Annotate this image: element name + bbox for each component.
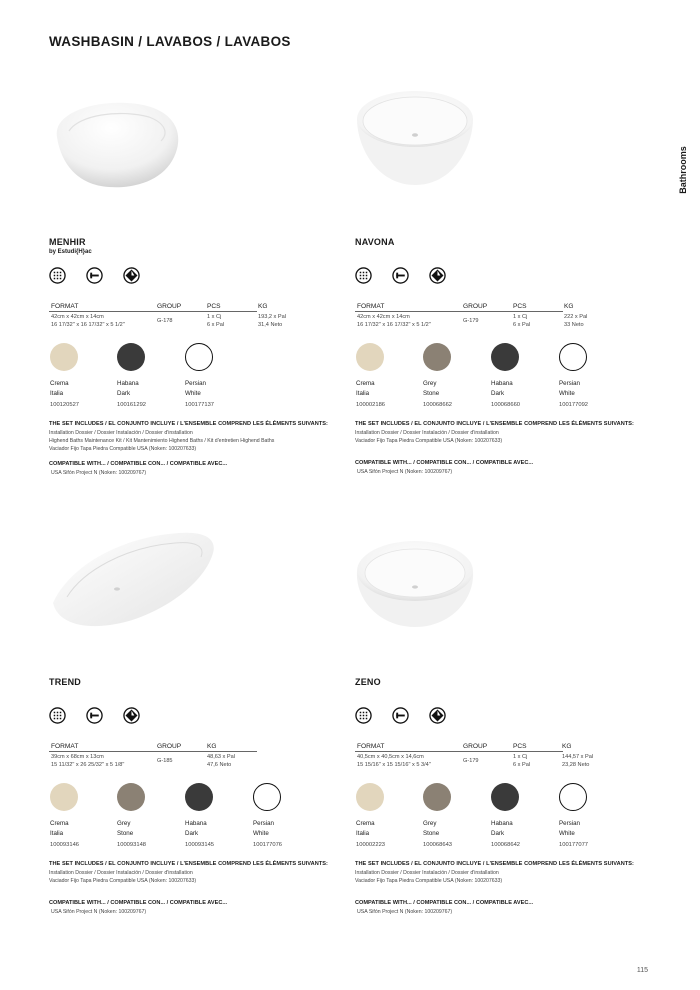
- page-number: 115: [636, 967, 648, 974]
- finish-label: Crema Italia: [356, 820, 375, 837]
- compatible-item: USA Sifón Project N (Noken: 100209767): [51, 909, 147, 915]
- kg-header: KG: [562, 743, 572, 750]
- kg-header: KG: [258, 303, 268, 310]
- kg-value: 48,63 x Pal 47,6 Neto: [207, 754, 235, 768]
- pcs-value: 1 x Cj 6 x Pal: [513, 314, 531, 328]
- swatch-persian-white: [185, 343, 213, 371]
- finish-label: Crema Italia: [356, 380, 375, 397]
- swatch-grey-stone: [117, 783, 145, 811]
- finish-code: 100068662: [423, 402, 453, 408]
- compatible-title: COMPATIBLE WITH... / COMPATIBLE CON... / COMPATIBLE AVEC...: [49, 461, 228, 467]
- group-header: GROUP: [157, 303, 182, 310]
- pcs-header: PCS: [513, 303, 527, 310]
- faucet-icon: [392, 267, 409, 284]
- format-header: FORMAT: [51, 303, 79, 310]
- includes-title: THE SET INCLUDES / EL CONJUNTO INCLUYE / L'ENSEMBLE COMPREND LES ÉLÉMENTS SUIVANTS:: [355, 421, 634, 427]
- kg-header: KG: [564, 303, 574, 310]
- group-value: G-185: [157, 758, 173, 764]
- group-value: G-178: [157, 318, 173, 324]
- includes-item: Highend Baths Maintenance Kit / Kit Mantenimiento Highend Baths / Kit d'entretien Highend Baths: [49, 438, 275, 444]
- group-value: G-179: [463, 318, 479, 324]
- swatch-persian-white: [559, 783, 587, 811]
- includes-title: THE SET INCLUDES / EL CONJUNTO INCLUYE / L'ENSEMBLE COMPREND LES ÉLÉMENTS SUIVANTS:: [49, 421, 328, 427]
- diamond-icon: [123, 267, 140, 284]
- swatch-habana-dark: [491, 343, 519, 371]
- page-title: WASHBASIN / LAVABOS / LAVABOS: [49, 34, 291, 49]
- compatible-item: USA Sifón Project N (Noken: 100209767): [357, 469, 453, 475]
- finish-code: 100002186: [356, 402, 386, 408]
- compatible-title: COMPATIBLE WITH... / COMPATIBLE CON... / COMPATIBLE AVEC...: [49, 900, 228, 906]
- pcs-value: 1 x Cj 6 x Pal: [207, 314, 225, 328]
- finish-code: 100093146: [50, 842, 80, 848]
- compatible-item: USA Sifón Project N (Noken: 100209767): [51, 470, 147, 476]
- product-designer: by Estudi{H}ac: [49, 249, 92, 255]
- finish-code: 100093145: [185, 842, 215, 848]
- swatch-grey-stone: [423, 783, 451, 811]
- diamond-icon: [123, 707, 140, 724]
- finish-label: Persian White: [559, 380, 580, 397]
- finish-code: 100068660: [491, 402, 521, 408]
- finish-label: Habana Dark: [185, 820, 207, 837]
- kg-value: 222 x Pal 33 Neto: [564, 314, 588, 328]
- format-header: FORMAT: [357, 743, 385, 750]
- kg-header: KG: [207, 743, 217, 750]
- includes-item: Installation Dossier / Dossier Instalación / Dossier d'installation: [355, 430, 499, 436]
- swatch-grey-stone: [423, 343, 451, 371]
- side-tab: [676, 140, 690, 200]
- finish-code: 100093148: [117, 842, 147, 848]
- finish-label: Habana Dark: [491, 820, 513, 837]
- swatch-crema-italia: [50, 343, 78, 371]
- spec-divider: [355, 311, 563, 312]
- swatch-crema-italia: [50, 783, 78, 811]
- finish-label: Crema Italia: [50, 820, 69, 837]
- format-value: 39cm x 68cm x 13cm 15 11/32" x 26 25/32" x 5 1/8": [51, 754, 125, 768]
- pcs-header: PCS: [207, 303, 221, 310]
- includes-title: THE SET INCLUDES / EL CONJUNTO INCLUYE / L'ENSEMBLE COMPREND LES ÉLÉMENTS SUIVANTS:: [49, 861, 328, 867]
- format-value: 42cm x 42cm x 14cm 16 17/32" x 16 17/32" x 5 1/2": [357, 314, 431, 328]
- compatible-title: COMPATIBLE WITH... / COMPATIBLE CON... / COMPATIBLE AVEC...: [355, 460, 534, 466]
- finish-code: 100161292: [117, 402, 147, 408]
- includes-item: Vaciador Fijo Tapa Piedra Compatible USA (Noken: 100207633): [355, 878, 503, 884]
- finish-code: 100177092: [559, 402, 589, 408]
- finish-code: 100177077: [559, 842, 589, 848]
- group-header: GROUP: [463, 303, 488, 310]
- format-value: 42cm x 42cm x 14cm 16 17/32" x 16 17/32" x 5 1/2": [51, 314, 125, 328]
- zeno-basin-image: [355, 537, 475, 629]
- group-header: GROUP: [157, 743, 182, 750]
- includes-title: THE SET INCLUDES / EL CONJUNTO INCLUYE / L'ENSEMBLE COMPREND LES ÉLÉMENTS SUIVANTS:: [355, 861, 634, 867]
- finish-code: 100120527: [50, 402, 80, 408]
- compatible-item: USA Sifón Project N (Noken: 100209767): [357, 909, 453, 915]
- side-tab-label: Bathrooms: [678, 146, 688, 194]
- spec-divider: [355, 751, 563, 752]
- faucet-icon: [86, 707, 103, 724]
- kg-value: 193,2 x Pal 31,4 Neto: [258, 314, 286, 328]
- product-zeno: [355, 515, 634, 915]
- diamond-icon: [429, 707, 446, 724]
- finish-code: 100177137: [185, 402, 215, 408]
- includes-item: Vaciador Fijo Tapa Piedra Compatible USA (Noken: 100207633): [49, 446, 197, 452]
- product-menhir: [49, 75, 328, 476]
- diamond-icon: [429, 267, 446, 284]
- compatible-title: COMPATIBLE WITH... / COMPATIBLE CON... / COMPATIBLE AVEC...: [355, 900, 534, 906]
- finish-label: Grey Stone: [117, 820, 134, 837]
- faucet-icon: [392, 707, 409, 724]
- pcs-header: PCS: [513, 743, 527, 750]
- finish-label: Crema Italia: [50, 380, 69, 397]
- swatch-habana-dark: [491, 783, 519, 811]
- finish-code: 100177076: [253, 842, 283, 848]
- product-name: NAVONA: [355, 237, 395, 247]
- includes-item: Vaciador Fijo Tapa Piedra Compatible USA (Noken: 100207633): [355, 438, 503, 444]
- kg-value: 144,57 x Pal 23,28 Neto: [562, 754, 594, 768]
- format-header: FORMAT: [51, 743, 79, 750]
- format-header: FORMAT: [357, 303, 385, 310]
- includes-item: Installation Dossier / Dossier Instalación / Dossier d'installation: [49, 430, 193, 436]
- pcs-value: 1 x Cj 6 x Pal: [513, 754, 531, 768]
- finish-label: Grey Stone: [423, 380, 440, 397]
- product-name: TREND: [49, 677, 81, 687]
- finish-label: Persian White: [185, 380, 206, 397]
- product-trend: [49, 515, 328, 915]
- swatch-crema-italia: [356, 783, 384, 811]
- finish-label: Persian White: [559, 820, 580, 837]
- finish-code: 100068643: [423, 842, 453, 848]
- spec-divider: [49, 311, 257, 312]
- swatch-habana-dark: [185, 783, 213, 811]
- group-header: GROUP: [463, 743, 488, 750]
- spec-divider: [49, 751, 257, 752]
- trend-basin-image: [49, 523, 219, 633]
- faucet-icon: [86, 267, 103, 284]
- product-navona: [355, 75, 634, 475]
- swatch-crema-italia: [356, 343, 384, 371]
- grid-icon: [355, 707, 372, 724]
- finish-label: Grey Stone: [423, 820, 440, 837]
- swatch-habana-dark: [117, 343, 145, 371]
- includes-item: Installation Dossier / Dossier Instalación / Dossier d'installation: [355, 870, 499, 876]
- includes-item: Installation Dossier / Dossier Instalación / Dossier d'installation: [49, 870, 193, 876]
- swatch-persian-white: [559, 343, 587, 371]
- finish-label: Persian White: [253, 820, 274, 837]
- menhir-basin-image: [49, 97, 184, 192]
- finish-label: Habana Dark: [117, 380, 139, 397]
- finish-code: 100068642: [491, 842, 521, 848]
- navona-basin-image: [355, 89, 475, 189]
- group-value: G-179: [463, 758, 479, 764]
- finish-code: 100002223: [356, 842, 386, 848]
- grid-icon: [355, 267, 372, 284]
- swatch-persian-white: [253, 783, 281, 811]
- finish-label: Habana Dark: [491, 380, 513, 397]
- product-name: MENHIR: [49, 237, 86, 247]
- includes-item: Vaciador Fijo Tapa Piedra Compatible USA (Noken: 100207633): [49, 878, 197, 884]
- format-value: 40,5cm x 40,5cm x 14,6cm 15 15/16" x 15 15/16" x 5 3/4": [357, 754, 431, 768]
- grid-icon: [49, 707, 66, 724]
- grid-icon: [49, 267, 66, 284]
- product-name: ZENO: [355, 677, 381, 687]
